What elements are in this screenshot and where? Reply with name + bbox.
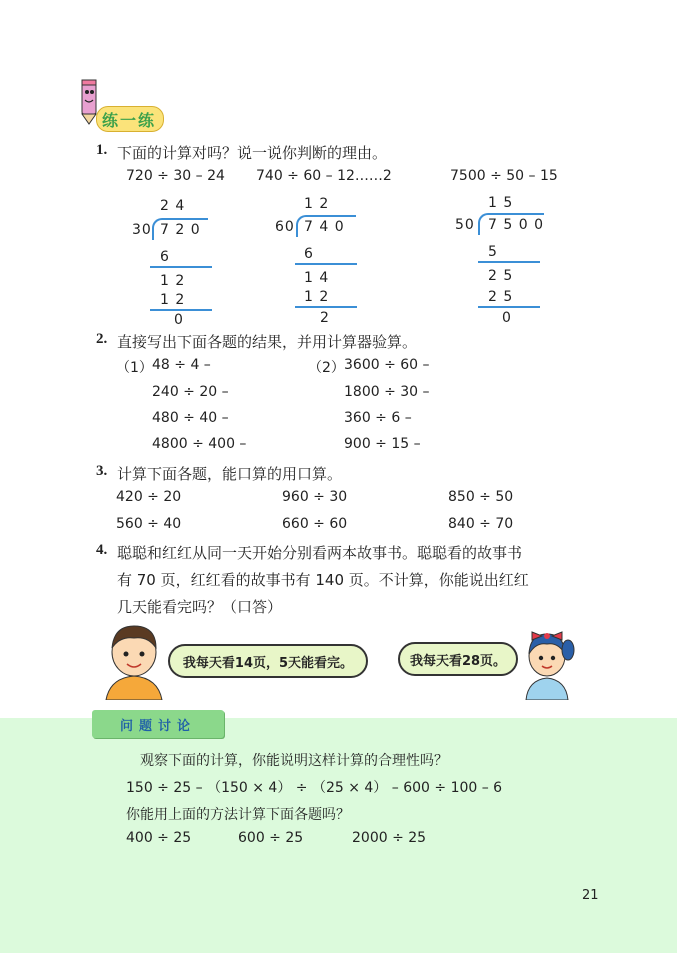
boy-illustration xyxy=(98,618,170,700)
q2-group-1-label: （1） xyxy=(116,360,153,376)
question-4-number: 4. xyxy=(96,542,108,558)
q2-item: 3600 ÷ 60 – xyxy=(344,357,430,373)
partial-product-2: 2 5 xyxy=(488,289,514,305)
question-4-line-3: 几天能看完吗？（口答） xyxy=(117,598,283,616)
question-1-text: 下面的计算对吗？说一说你判断的理由。 xyxy=(117,144,388,162)
question-1-number: 1. xyxy=(96,142,108,158)
discussion-item: 600 ÷ 25 xyxy=(238,830,304,846)
question-2-text: 直接写出下面各题的结果，并用计算器验算。 xyxy=(117,333,418,351)
q3-item: 840 ÷ 70 xyxy=(448,516,514,532)
final-remainder: 0 xyxy=(502,310,512,326)
dividend: 7 5 0 0 xyxy=(488,217,544,233)
subtract-line-2 xyxy=(295,306,357,308)
quotient: 1 5 xyxy=(488,195,514,211)
girl-illustration xyxy=(516,620,578,700)
q2-item: 48 ÷ 4 – xyxy=(152,357,211,373)
partial-product-1: 6 xyxy=(160,249,170,265)
discussion-line-1: 观察下面的计算，你能说明这样计算的合理性吗？ xyxy=(140,753,448,769)
section-title: 练一练 xyxy=(102,111,157,130)
q2-item: 900 ÷ 15 – xyxy=(344,436,421,452)
q1-problem-3: 7500 ÷ 50 – 15 xyxy=(450,168,558,184)
final-remainder: 2 xyxy=(320,310,330,326)
remainder-1: 1 2 xyxy=(160,273,186,289)
question-3-text: 计算下面各题，能口算的用口算。 xyxy=(117,465,343,483)
subtract-line-2 xyxy=(150,309,212,311)
discussion-tag-label: 问题讨论 xyxy=(119,718,196,734)
divisor: 30 xyxy=(132,222,152,238)
q3-item: 960 ÷ 30 xyxy=(282,489,348,505)
girl-speech-bubble xyxy=(398,642,518,676)
question-3-number: 3. xyxy=(96,463,108,479)
discussion-item: 2000 ÷ 25 xyxy=(352,830,427,846)
boy-speech-text: 我每天看14页，5天能看完。 xyxy=(182,655,354,671)
subtract-line-1 xyxy=(295,263,357,265)
partial-product-1: 5 xyxy=(488,244,498,260)
remainder-1: 2 5 xyxy=(488,268,514,284)
discussion-line-2: 150 ÷ 25 – （150 × 4） ÷ （25 × 4） – 600 ÷ 100 – 6 xyxy=(126,780,503,796)
q3-item: 660 ÷ 60 xyxy=(282,516,348,532)
subtract-line-2 xyxy=(478,306,540,308)
boy-speech-bubble xyxy=(168,644,368,678)
dividend: 7 2 0 xyxy=(160,222,201,238)
page-number: 21 xyxy=(582,888,599,903)
discussion-tag xyxy=(92,710,224,738)
dividend: 7 4 0 xyxy=(304,219,345,235)
q2-item: 1800 ÷ 30 – xyxy=(344,384,430,400)
subtract-line-1 xyxy=(150,266,212,268)
question-4-line-2: 有 70 页，红红看的故事书有 140 页。不计算，你能说出红红 xyxy=(117,571,529,589)
q3-item: 850 ÷ 50 xyxy=(448,489,514,505)
divisor: 50 xyxy=(455,217,475,233)
q2-group-2-label: （2） xyxy=(308,360,345,376)
q3-item: 420 ÷ 20 xyxy=(116,489,182,505)
q2-item: 360 ÷ 6 – xyxy=(344,410,412,426)
question-4-line-1: 聪聪和红红从同一天开始分别看两本故事书。聪聪看的故事书 xyxy=(117,544,523,562)
discussion-line-3: 你能用上面的方法计算下面各题吗？ xyxy=(126,807,350,823)
quotient: 2 4 xyxy=(160,198,186,214)
q2-item: 240 ÷ 20 – xyxy=(152,384,229,400)
partial-product-2: 1 2 xyxy=(160,292,186,308)
partial-product-1: 6 xyxy=(304,246,314,262)
partial-product-2: 1 2 xyxy=(304,289,330,305)
q1-problem-2: 740 ÷ 60 – 12……2 xyxy=(256,168,392,184)
final-remainder: 0 xyxy=(174,312,184,328)
discussion-item: 400 ÷ 25 xyxy=(126,830,192,846)
quotient: 1 2 xyxy=(304,196,330,212)
subtract-line-1 xyxy=(478,261,540,263)
question-2-number: 2. xyxy=(96,331,108,347)
q1-problem-1: 720 ÷ 30 – 24 xyxy=(126,168,225,184)
q2-item: 4800 ÷ 400 – xyxy=(152,436,247,452)
remainder-1: 1 4 xyxy=(304,270,330,286)
girl-speech-text: 我每天看28页。 xyxy=(409,653,507,669)
q2-item: 480 ÷ 40 – xyxy=(152,410,229,426)
q3-item: 560 ÷ 40 xyxy=(116,516,182,532)
divisor: 60 xyxy=(275,219,295,235)
